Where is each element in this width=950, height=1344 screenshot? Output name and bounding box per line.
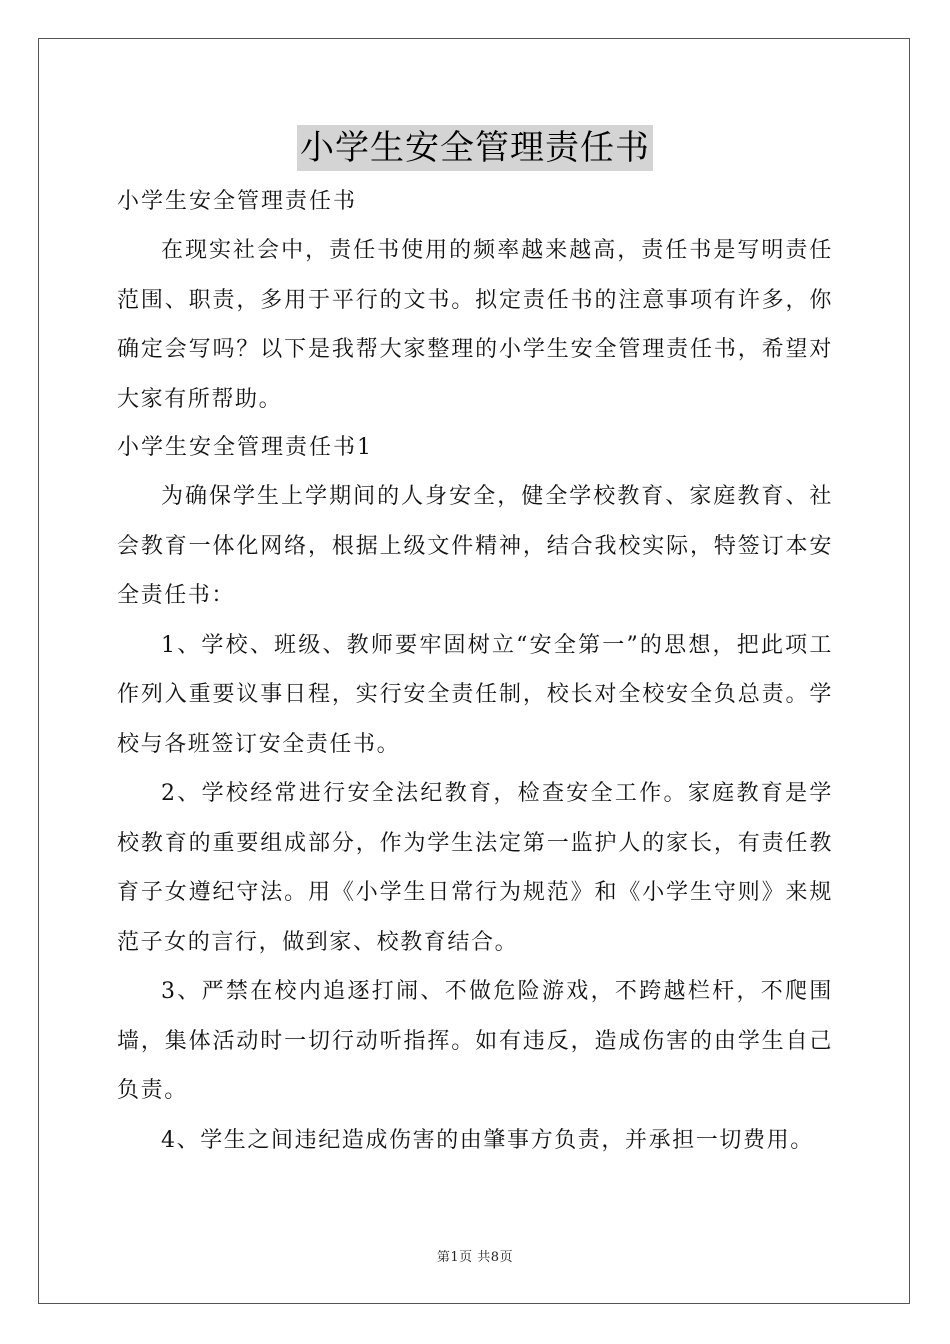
document-body bbox=[117, 178, 833, 1165]
body-paragraph: 4、学生之间违纪造成伤害的由肇事方负责，并承担一切费用。 bbox=[161, 1127, 814, 1153]
document-title: 小学生安全管理责任书 bbox=[297, 125, 653, 171]
body-paragraph: 2、学校经常进行安全法纪教育，检查安全工作。家庭教育是学校教育的重要组成部分，作为学生法定第一监护人的家长，有责任教育子女遵纪守法。用《小学生日常行为规范》和《小学生守则》来规范子女的言行，做到家、校教育结合。 bbox=[117, 781, 833, 955]
body-paragraph: 为确保学生上学期间的人身安全，健全学校教育、家庭教育、社会教育一体化网络，根据上级文件精神，结合我校实际，特签订本安全责任书： bbox=[117, 484, 833, 608]
document-subtitle: 小学生安全管理责任书 bbox=[117, 189, 358, 214]
section-heading: 小学生安全管理责任书1 bbox=[117, 435, 373, 460]
page-footer: 第1页 共8页 bbox=[436, 1250, 514, 1265]
body-paragraph: 1、学校、班级、教师要牢固树立“安全第一”的思想，把此项工作列入重要议事日程，实行安全责任制，校长对全校安全负总责。学校与各班签订安全责任书。 bbox=[117, 632, 833, 757]
title-container bbox=[0, 125, 950, 171]
intro-paragraph: 在现实社会中，责任书使用的频率越来越高，责任书是写明责任范围、职责，多用于平行的文书。拟定责任书的注意事项有许多，你确定会写吗？以下是我帮大家整理的小学生安全管理责任书，希望对大家有所帮助。 bbox=[117, 238, 833, 412]
body-paragraph: 3、严禁在校内追逐打闹、不做危险游戏，不跨越栏杆，不爬围墙，集体活动时一切行动听指挥。如有违反，造成伤害的由学生自己负责。 bbox=[117, 979, 833, 1103]
